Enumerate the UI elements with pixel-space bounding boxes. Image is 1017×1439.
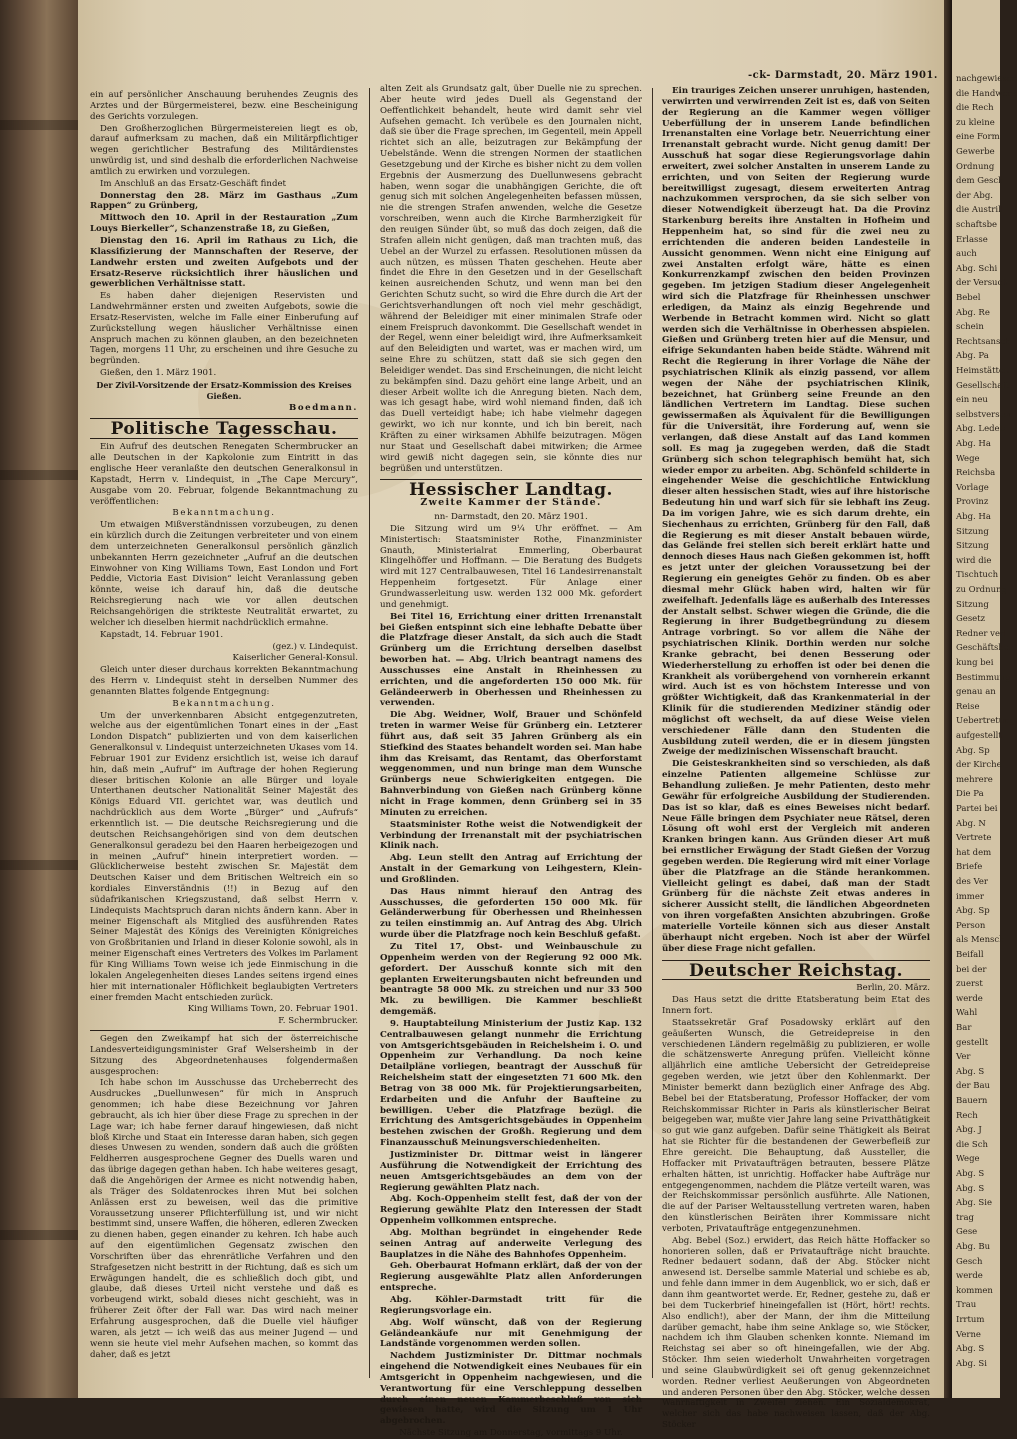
paragraph: Die Abg. Weidner, Wolf, Brauer und Schönfeld treten in warmer Weise für Grünberg ein. Letzterer führt aus, daß seit 35 Jahren Grünberg als ein Stiefkind des Staates behandelt worden sei. Man habe ihm das Kreisamt, das Rentamt, das Oberforstamt weggenommen, und nun bringe man dem Wunsche Grünbergs neue Schwierigkeiten entgegen. Die Bahnverbindung von Gießen nach Grünberg könne nicht in Frage kommen, denn Grünberg sei in 35 Minuten zu erreichen.: [380, 710, 642, 818]
adjacent-page-text-fragment: Uebertretung: [956, 716, 1016, 727]
adjacent-page-text-fragment: werde: [956, 993, 983, 1004]
paragraph: Abg. Koch-Oppenheim stellt fest, daß der von der Regierung gewählte Platz den Interessen der Stadt Oppenheim vollkommen entspreche.: [380, 1194, 642, 1227]
adjacent-page-text-fragment: die Sch: [956, 1139, 988, 1150]
adjacent-page-text-fragment: Trau: [956, 1300, 977, 1311]
adjacent-page-text-fragment: Vertrete: [956, 833, 992, 844]
paragraph: Abg. Molthan begründet in eingehender Rede seinen Antrag auf anderweite Verlegung des Bauplatzes in die Nähe des Bahnhofes Oppenheim.: [380, 1227, 642, 1260]
page-dateline: -ck- Darmstadt, 20. März 1901.: [748, 70, 938, 81]
dateline: nn- Darmstadt, den 20. März 1901.: [434, 512, 588, 523]
paragraph: Die Sitzung wird um 9¼ Uhr eröffnet. — Am Ministertisch: Staatsminister Rothe, Finanzminister Gnauth, Ministerialrat Emmerling, Oberbaurat Klingelhöffer und Hoffmann. — Die Beratung des Budgets wird mit 127 Centralbauwesen, Titel 16 Landesirrenanstalt Heppenheim fortgesetzt. Für Anlage einer Grundwasserleitung usw. werden 132 000 Mk. gefordert und genehmigt.: [380, 523, 642, 610]
classification-date: Dienstag den 16. April im Rathaus zu Lich, die Klassifizierung der Mannschaften der Reserve, der Landwehr ersten und zweiten Aufgebots und der Ersatz-Reserve rücksichtlich ihrer häuslichen und gewerblichen Verhältnisse statt.: [90, 235, 358, 290]
adjacent-page-text-fragment: schaftsbe: [956, 220, 998, 230]
paragraph: Um der unverkennbaren Absicht entgegenzutreten, welche aus der eigentümlichen Tonart eines in der „East London Dispatch“ publizierten und von dem kaiserlichen Generalkonsul v. Lindequist unterzeichneten Ukases vom 14. Februar 1901 zur Evidenz ersichtlich ist, weise ich darauf hin, daß mein „Aufruf“ im Auftrage der hohen Regierung dieser britischen Kolonie an alle Bürger und loyale Unterthanen deutscher Nationalität Seiner Majestät des Königs Eduard VII. gerichtet war, was deutlich und nachdrücklich aus dem Worte „Bürger“ und „Aufrufs“ erkenntlich ist. — Die deutsche Reichsregierung und die deutschen Reichsangehörigen sind von dem deutschen Generalkonsul geradezu bei den Haaren herbeigezogen und in meinen „Aufruf“ hinein interpretiert worden. — Glücklicherweise besteht zwischen Sr. Majestät dem Deutschen Kaiser und dem Britischen Weltreich ein so kordiales Einverständnis (!!) in Bezug auf den südafrikanischen Kriegszustand, daß selbst Herrn v. Lindequists Machtspruch daran nichts ändern kann. Aber in meiner Eigenschaft als Mitglied des ausführenden Rates Seiner Majestät des Königs des Vereinigten Königreiches von Großbritanien und Irland in dieser Kolonie sowohl, als in meiner Eigenschaft eines Vertreters des Volkes im Parlament für King Williams Town weise ich jede Einmischung in die lokalen Angelegenheiten dieses Landes seitens irgend eines hier mit internationaler Höflichkeit beglaubigten Vertreters einer fremden Macht entschieden zurück.: [90, 710, 358, 1003]
adjacent-page-text-fragment: Partei bei: [956, 804, 998, 814]
adjacent-page-text-fragment: schein: [956, 322, 984, 333]
adjacent-page-text-fragment: Gesetz: [956, 614, 986, 625]
adjacent-page-text-fragment: kommen: [956, 1285, 993, 1296]
newspaper-page: [78, 0, 944, 1439]
adjacent-page-text-fragment: Bestimmung: [956, 672, 1011, 683]
notice-date: Kapstadt, 14. Februar 1901.: [100, 629, 224, 640]
adjacent-page-text-fragment: Redner verl: [956, 628, 1007, 639]
paragraph: Justizminister Dr. Dittmar weist in längerer Ausführung die Notwendigkeit der Errichtung des neuen Amtsgerichtsgebäudes an dem von der Regierung gewählten Platz nach.: [380, 1150, 642, 1193]
adjacent-page-text-fragment: aufgestellt: [956, 731, 1002, 741]
signature-office: Der Zivil-Vorsitzende der Ersatz-Kommission des Kreises Gießen.: [96, 379, 352, 401]
adjacent-page-text-fragment: Abg. Bu: [956, 1242, 991, 1252]
adjacent-page-text-fragment: die Handwerk: [956, 88, 1017, 99]
paragraph: Die Geisteskrankheiten sind so verschieden, als daß einzelne Patienten allgemeine Schlüsse zur Behandlung zuließen. Je mehr Patienten, desto mehr Gewähr für erfolgreiche Ausbildung der Studierenden. Das ist so klar, daß es eines Beweises nicht bedarf. Neue Fälle bringen dem Psychiater neue Rätsel, deren Lösung oft wohl erst der Vergleich mit anderen Kranken bringen kann. Aus Gründen dieser Art muß bei ernstlicher Erwägung der Stadt Gießen der Vorzug gegeben werden. Die Regierung wird mit einer Vorlage über die Platzfrage an die Stände herankommen. Vielleicht gelingt es dabei, daß man der Stadt Grünberg für die nächste Zeit etwas anderes in sicherer Aussicht stellt, die ländlichen Abgeordneten von ihren vorgefaßten Ansichten abzubringen. Große materielle Vorteile können sich aus dieser Anstalt überhaupt nicht ergeben. Noch ist aber der Würfel über diese Frage nicht gefallen.: [662, 759, 930, 954]
adjacent-page-text-fragment: Sitzung: [956, 526, 989, 537]
adjacent-page-text-fragment: Gesellschaft: [956, 380, 1009, 391]
adjacent-page-text-fragment: Gese: [956, 1227, 978, 1238]
paragraph: Ich habe schon im Ausschusse das Urcheberrecht des Ausdruckes „Duellunwesen“ für mich in Anspruch genommen; ich habe diese Bezeichnung vor Jahren gebraucht, als ich hier über diese Frage zu sprechen in der Lage war; ich habe ferner darauf hingewiesen, daß nicht bloß Kirche und Staat ein Interesse daran haben, sich gegen dieses Unwesen zu wenden, sondern daß auch die größten Feldherren ausgesprochene Gegner des Duells waren und das übrige dagegen gethan haben. Ich habe weiteres gesagt, daß die Angehörigen der Armee es nicht notwendig haben, als Träger des Soldatenrockes ihren Mut bei solchen Anlässen erst zu beweisen, weil das die primitive Voraussetzung unserer Pflichterfüllung ist, und wir nicht bestimmt sind, unsere Waffen, die höheren, edleren Zwecken zu dienen haben, gegen einander zu kehren. Ich habe auch auf den eigentümlichen Gegensatz zwischen den Vorschriften über das ehrenrätliche Verfahren und den Strafgesetzen nicht bestritt in der Richtung, daß es sich um Erwägungen handelt, die es schließlich doch gibt, und glaube, daß dieses Urteil nicht verstehe und daß es vorbeugend wirkt, sobald dieses nicht geschieht, was in früherer Zeit öfter der Fall war. Das wird nach meiner Erfahrung ausgesprochen, daß die Duelle viel häufiger waren, als jetzt — ich weiß das aus meiner Jugend — und wenn sie heute viel mehr Aufsehen machen, so kommt das daher, daß es jetzt: [90, 1078, 358, 1360]
adjacent-page-text-fragment: Abg. Schi: [956, 263, 998, 274]
adjacent-page-text-fragment: Bar: [956, 1023, 972, 1033]
adjacent-page-text-fragment: Abg. Ledeb: [956, 424, 1006, 435]
adjacent-page-text-fragment: Wege: [956, 453, 980, 464]
adjacent-page-text-fragment: Ver: [956, 1052, 971, 1063]
adjacent-page-text-fragment: Abg. S: [956, 1344, 985, 1355]
adjacent-page-text-fragment: bei der: [956, 964, 987, 975]
adjacent-page-text-fragment: Rechtsansch: [956, 336, 1011, 347]
classification-date: Donnerstag den 28. März im Gasthaus „Zum Rappen“ zu Grünberg,: [90, 190, 358, 212]
column-2: [380, 84, 642, 1439]
adjacent-page-text-fragment: Abg. S: [956, 1169, 985, 1179]
adjacent-page-text-fragment: nachgewiesen: [956, 74, 1017, 84]
adjacent-page-text-fragment: Sitzung: [956, 541, 989, 552]
adjacent-page-text-fragment: Bebel: [956, 293, 981, 303]
paragraph: Das Haus setzt die dritte Etatsberatung beim Etat des Innern fort.: [662, 995, 930, 1017]
adjacent-page-text-fragment: der Kirche: [956, 760, 1002, 771]
paragraph: Es haben daher diejenigen Reservisten und Landwehrmänner ersten und zweiten Aufgebots, sowie die Ersatz-Reservisten, welche im Falle einer Einberufung auf Zurückstellung wegen häuslicher Verhältnisse einen Anspruch machen zu können glauben, an den bezeichneten Tagen, morgens 11 Uhr, zu erscheinen und ihre Gesuche zu begründen.: [90, 291, 358, 367]
section-divider: [90, 1030, 358, 1031]
adjacent-page-text-fragment: als Mensch: [956, 935, 1005, 946]
adjacent-page-text-fragment: Geschäftsber: [956, 643, 1013, 654]
column-3: [662, 86, 930, 1431]
paragraph: Zu Titel 17, Obst- und Weinbauschule zu Oppenheim werden von der Regierung 92 000 Mk. gefordert. Der Ausschuß konnte sich mit den geplanten Erweiterungsbauten nicht befreunden und beantragte 58 000 Mk. zu streichen und nur 33 500 Mk. zu bewilligen. Die Kammer beschließt demgemäß.: [380, 941, 642, 1018]
adjacent-page-text-fragment: Wahl: [956, 1008, 978, 1019]
adjacent-page-text-fragment: Abg. Pa: [956, 351, 989, 362]
adjacent-page-text-fragment: Verne: [956, 1329, 981, 1340]
column-rule: [652, 88, 653, 1378]
adjacent-page-text-fragment: Tischtuch: [956, 570, 999, 581]
next-session-note: Nächste Sitzung am Donnerstag, vormittags 9 Uhr.: [399, 1428, 623, 1439]
adjacent-page-text-fragment: zu Ordnung: [956, 585, 1007, 595]
notice-signature: F. Schermbrucker.: [278, 1016, 358, 1027]
adjacent-page-text-fragment: Gewerbe: [956, 147, 995, 157]
paragraph: Abg. Leun stellt den Antrag auf Errichtung der Anstalt in der Gemarkung von Leihgestern, Klein- und Großlinden.: [380, 853, 642, 885]
adjacent-page-edge: [952, 0, 1017, 1398]
adjacent-page-text-fragment: Abg. Ha: [956, 439, 991, 449]
section-heading: Politische Tagesschau.: [110, 419, 338, 440]
adjacent-page-text-fragment: dem Gesch: [956, 176, 1004, 187]
adjacent-page-text-fragment: Gesch: [956, 1256, 983, 1267]
paragraph: Staatsminister Rothe weist die Notwendigkeit der Verbindung der Irrenanstalt mit der psychiatrischen Klinik nach.: [380, 819, 642, 852]
adjacent-page-text-fragment: Vorlage: [956, 482, 989, 493]
adjacent-page-text-fragment: Abg. Sp: [956, 906, 990, 917]
adjacent-page-text-fragment: Abg. Si: [956, 1358, 987, 1369]
adjacent-page-text-fragment: immer: [956, 891, 984, 902]
adjacent-page-text-fragment: Irrtum: [956, 1315, 985, 1325]
paragraph: Abg. Bebel (Soz.) erwidert, das Reich hätte Hoffacker so honorieren sollen, daß er Privataufträge nicht brauchte. Redner bedauert sodann, daß der Abg. Stöcker nicht anwesend ist. Derselbe sammle Material und schiebe es ab, und fehle dann immer in dem Augenblick, wo er sich, daß er dann ihm geantwortet werde. Er, Redner, gestehe zu, daß er bei dem Tuckerbrief hineingefallen ist (Hört, hört! rechts. Also endlich!), aber der Mann, der ihm die Mitteilung darüber gemacht, habe ihm seine Anklage so, wie Stöcker, nachdem ich ihm Glauben schenken konnte. Niemand im Reichstag sei aber so oft hineingefallen, wie der Abg. Stöcker. Ihm seien wiederholt Unwahrheiten vorgetragen und seine Glaubwürdigkeit sei oft genug gekennzeichnet worden. Redner verliest Aeußerungen von Abgeordneten und anderen Personen über den Abg. Stöcker, welche dessen Wahrhaftigkeit in Zweifel ziehen. Ein Sozialdemokrat, welcher sich das habe nachweisen lassen, daß der Abg. Stöcker: [662, 1235, 930, 1431]
adjacent-page-text-fragment: Abg. Re: [956, 307, 990, 318]
adjacent-page-text-fragment: der Abg.: [956, 190, 993, 201]
adjacent-page-text-fragment: der Bau: [956, 1081, 991, 1092]
adjacent-page-text-fragment: die Rech: [956, 103, 994, 114]
adjacent-page-text-fragment: kung bei: [956, 658, 994, 668]
adjacent-page-text-fragment: Reise: [956, 701, 980, 712]
paragraph: Ein trauriges Zeichen unserer unruhigen, hastenden, verwirrten und verwirrenden Zeit ist es, daß von Seiten der Regierung an die Kammer wegen völliger Ueberfüllung der in unserem Lande befindlichen Irrenanstalten eine Vorlage betr. Neuerrichtung einer Irrenanstalt gebracht wurde. Nicht genug damit! Der Ausschuß hat sogar diese Regierungsvorlage dahin erweitert, zwei solcher Anstalten in unserem Lande zu errichten, und von Seiten der Regierung wurde bereitwilligst zugesagt, diesem erweiterten Antrag nachzukommen versprochen, da sie sich selber von dieser Notwendigkeit überzeugt hat. Da die Provinz Starkenburg bereits ihre Anstalten in Hofheim und Heppenheim hat, so sind für die zwei neu zu errichtenden die anderen beiden Landesteile in Aussicht genommen. Wenn nicht eine Einigung auf zwei Anstalten erfolgt wäre, hätte es einen Konkurrenzkampf zwischen den beiden Provinzen gegeben. Im jetzigen Stadium dieser Angelegenheit wird sich die Platzfrage für Rheinhessen unschwer erledigen, da Mainz als einzig Begehrende und Werbende in Betracht kommen wird. Nicht so glatt werden sich die Verhältnisse in Oberhessen abspielen. Gießen und Grünberg treten hier auf die Mensur, und eifrige Sekundanten haben beide Städte. Während mit Recht die Regierung in ihrer Vorlage die Nähe der psychiatrischen Klinik als einzig passend, vor allem wegen der Nähe der psychiatrischen Klinik, bezeichnet, hat Grünberg seine Freunde an den ländlichen Vertretern im Landtag. Diese suchen gewissermaßen als Äquivalent für die Bewilligungen für die Universität, ihre Forderung auf, wenn sie verlangen, daß diese Anstalt auf das Land kommen soll. Es mag ja zugegeben werden, daß die Stadt Grünberg sich schon telegraphisch bemüht hat, sich wieder empor zu arbeiten. Abg. Schönfeld schilderte in eingehender Weise die geschichtliche Entwicklung dieser alten hessischen Stadt, wies auf ihre historische Bedeutung hin und warf sich für sie lebhaft ins Zeug. Da im vorigen Jahre, wie es sich darum drehte, ein Siechenhaus zu errichten, Grünberg für den Fall, daß die Regierung es mit dieser Anstalt bebauen würde, das Gelände frei stellen sich bereit erklärt hatte und dennoch dieses Haus nach Gießen gekommen ist, hofft es jetzt unter der gleichen Voraussetzung bei der Regierung ein geneigtes Gehör zu finden. Ob es aber diesmal mehr Glück haben wird, halten wir für zweifelhaft. Jedenfalls läge es außerhalb des Interesses der Anstalt selbst. Schwer wiegen die Gründe, die die Regierung in ihrer Budgetbegründung zu diesem Antrage vorbringt. So vor allem die Nähe der psychiatrischen Klinik. Dorthin werden nur solche Kranke gebracht, bei denen Besserung oder Wiederherstellung zu erhoffen ist oder bei denen die Krankheit als vorübergehend von vornherein erkannt wird. Auch ist es von höchstem Interesse und von größter Wichtigkeit, daß das Krankenmaterial in der Klinik für die studierenden Mediziner ständig oder möglichst oft wechselt, da auf diese Weise vielen verschiedener Fälle dann den Studenten die Ausbildung zuteil werden, die er in diesem jüngsten Zweige der medizinischen Wissenschaft braucht.: [662, 86, 930, 758]
paragraph: Abg. Köhler-Darmstadt tritt für die Regierungsvorlage ein.: [380, 1294, 642, 1316]
paragraph: Das Haus nimmt hierauf den Antrag des Ausschusses, die geforderten 150 000 Mk. für Geländerwerbung für Oberhessen und Rheinhessen zu teilen einstimmig an. Auf Antrag des Abg. Ulrich wurde über die Platzfrage noch kein Beschluß gefaßt.: [380, 886, 642, 941]
signature-place: Gießen, den 1. März 1901.: [100, 368, 217, 379]
adjacent-page-text-fragment: Erlasse: [956, 234, 988, 245]
adjacent-page-text-fragment: Heimstätten: [956, 366, 1010, 376]
adjacent-page-text-fragment: selbstverstan: [956, 409, 1014, 420]
classification-date: Mittwoch den 10. April in der Restauration „Zum Louys Bierkeller“, Schanzenstraße 18, zu Gießen,: [90, 213, 358, 235]
paragraph: Geh. Oberbaurat Hofmann erklärt, daß der von der Regierung ausgewählte Platz allen Anforderungen entspreche.: [380, 1261, 642, 1294]
adjacent-page-text-fragment: trag: [956, 1212, 974, 1223]
adjacent-page-text-fragment: Wege: [956, 1154, 980, 1165]
adjacent-page-text-fragment: Die Pa: [956, 789, 984, 800]
adjacent-page-text-fragment: mehrere: [956, 774, 993, 785]
adjacent-page-text-fragment: zu kleine: [956, 117, 995, 128]
adjacent-page-text-fragment: Abg. Sp: [956, 745, 990, 756]
notice-date: King Williams Town, 20. Februar 1901.: [187, 1004, 358, 1015]
adjacent-page-text-fragment: genau an: [956, 687, 996, 698]
section-heading: Hessischer Landtag.: [409, 480, 613, 501]
adjacent-page-text-fragment: wird die: [956, 555, 992, 566]
adjacent-page-text-fragment: Person: [956, 920, 986, 931]
adjacent-page-text-fragment: auch: [956, 249, 977, 260]
adjacent-page-text-fragment: eine Form: [956, 132, 1000, 143]
paragraph: Ein Aufruf des deutschen Renegaten Schermbrucker an alle Deutschen in der Kapkolonie zum Eintritt in das englische Heer veranlaßte den deutschen Generalkonsul in Kapstadt, Herrn v. Lindequist, in „The Cape Mercury“, Ausgabe vom 20. Februar, folgende Bekanntmachung zu veröffentlichen:: [90, 442, 358, 507]
notice-title: Bekanntmachung.: [172, 698, 276, 709]
adjacent-page-text-fragment: Briefe: [956, 862, 983, 873]
adjacent-page-text-fragment: des Ver: [956, 877, 988, 887]
adjacent-page-text-fragment: Abg. S: [956, 1183, 985, 1194]
page-gutter: [944, 0, 952, 1398]
adjacent-page-text-fragment: Beifall: [956, 950, 984, 960]
signature-name: Boedmann.: [288, 402, 358, 413]
adjacent-page-text-fragment: Abg. J: [956, 1125, 982, 1136]
adjacent-page-text-fragment: der Versuch: [956, 278, 1008, 289]
adjacent-page-text-fragment: Provinz: [956, 497, 989, 508]
paragraph: Staatssekretär Graf Posadowsky erklärt auf den geäußerten Wunsch, die Getreidepreise in den verschiedenen Ländern regelmäßig zu publizieren, er wolle die schätzenswerte Anregung prüfen. Vielleicht könne alljährlich eine amtliche Uebersicht der Getreidepreise gegeben werden, wie jetzt über den Kohlenmarkt. Der Minister bemerkt dann bezüglich einer Anfrage des Abg. Bebel bei der Etatsberatung, Professor Hoffacker, der vom Reichskommissar Richter in Paris als künstlerischer Beirat beigegeben war, mußte vier Jahre lang seine Privatthätigkeit so gut wie ganz aufgeben. Dafür seine Thätigkeit als Beirat hat sie Richter für die bestandenen der Gewerbefleiß zur Ehre gereicht. Die Behauptung, daß Aussteller, die Hoffacker mit Privataufträgen betrauten, bessere Plätze erhalten hätten, ist unrichtig. Hoffacker habe Aufträge nur entgegengenommen, nachdem die Plätze verteilt waren, was der Reichskommissar persönlich ausführte. Alle Nationen, die auf der Pariser Weltausstellung vertreten waren, haben den künstlerischen Beiräten ihrer Kommissare nicht verboten, Privataufträge entgegenzunehmen.: [662, 1017, 930, 1234]
adjacent-page-text-fragment: werde: [956, 1271, 983, 1282]
section-heading: Deutscher Reichstag.: [688, 960, 904, 981]
section-subheading: Zweite Kammer der Stände.: [420, 497, 602, 509]
adjacent-page-text-fragment: Abg. Sie: [956, 1198, 992, 1209]
column-1: [90, 90, 358, 1380]
adjacent-page-text-fragment: ein neu: [956, 395, 988, 406]
dateline: Berlin, 20. März.: [856, 983, 930, 994]
paragraph: Nachdem Justizminister Dr. Dittmar nochmals eingehend die Notwendigkeit eines Neubaues für ein Amtsgericht in Oppenheim nachgewiesen, und die Verantwortung für eine Verschleppung desselben durch einen neuen Kammerbeschluß von sich gewiesen hatte, wird die Sitzung um 1 Uhr abgebrochen.: [380, 1351, 642, 1427]
adjacent-page-text-fragment: Abg. Ha: [956, 512, 991, 522]
adjacent-page-text-fragment: zuerst: [956, 979, 983, 990]
paragraph: 9. Hauptabteilung Ministerium der Justiz Kap. 132 Centralbauwesen gelangt nunmehr die Errichtung von Amtsgerichtsgebäuden in Reichelsheim i. O. und Oppenheim zur Verhandlung. Da noch keine Detailpläne vorliegen, beantragt der Ausschuß für Reichelsheim statt der eingesetzten 71 600 Mk. den Betrag von 38 000 Mk. für Projektierungsarbeiten, Erdarbeiten und die Anfuhr der Baufteine zu bewilligen. Ueber die Platzfrage bezügl. die Errichtung des Amtsgerichtsgebäudes in Oppenheim bestehen zwischen der Großh. Regierung und dem Finanzausschuß Meinungsverschiedenheiten.: [380, 1018, 642, 1149]
column-rule: [369, 88, 370, 1378]
notice-signature-title: Kaiserlicher General-Konsul.: [232, 653, 358, 664]
adjacent-page-text-fragment: die Austrill: [956, 205, 1004, 216]
adjacent-page-text-fragment: Ordnung: [956, 161, 995, 172]
paragraph: Gleich unter dieser durchaus korrekten Bekanntmachung des Herrn v. Lindequist steht in derselben Nummer des genannten Blattes folgende Entgegnung:: [90, 665, 358, 697]
book-spine: [0, 0, 78, 1398]
notice-signature: (gez.) v. Lindequist.: [272, 641, 358, 652]
paragraph: Abg. Wolf wünscht, daß von der Regierung Geländeankäufe nur mit Genehmigung der Landstände vorgenommen werden sollen.: [380, 1317, 642, 1350]
paragraph: alten Zeit als Grundsatz galt, über Duelle nie zu sprechen. Aber heute wird jedes Duell als Gegenstand der Oeffentlichkeit behandelt, heute wird damit sehr viel Aufsehen gemacht. Ich verübele es den Journalen nicht, daß sie über die Frage sprechen, im Gegenteil, mein Appell richtet sich an alle, beizutragen zur Bekämpfung der Uebelstände. Wenn die strengen Normen der staatlichen Gesetzgebung und der Kirche es bisher nicht zu dem vollen Ergebnis der Ausmerzung des Duellunwesens gebracht haben, wenn sogar die unabhängigen Gerichte, die oft genug sich mit solchen Angelegenheiten befassen müssen, nie die strengen Strafen anwenden, welche die Gesetze vorschreiben, wenn auch die Kirche Barmherzigkeit für den reuigen Sünder übt, so muß das doch zeigen, daß die Strafen allein nicht genügen, daß man trachten muß, das Uebel an der Wurzel zu erfassen. Resolutionen müssen da auch nützen, es müssen Thaten geschehen. Heute aber findet die Ehre in den Gesetzen und in der Gesellschaft keinen ausreichenden Schutz, und wenn man bei den Gerichten Schutz sucht, so wird die Ehre durch die Art der Gerichtsverhandlungen oft noch viel mehr geschädigt, während der Beleidiger mit einer minimalen Strafe oder einem Freispruch davonkommt. Die Gesellschaft wendet in der Regel, wenn einer beleidigt wird, ihre Aufmerksamkeit auf den Beleidigten und wartet, was er machen wird, um seine Ehre zu schützen, statt daß sie sich gegen den Beleidiger wendet. Das sind Erscheinungen, die nicht leicht zu bekämpfen sind. Dazu gehört eine lange Arbeit, und an dieser Arbeit wollte ich die Anregung bieten. Nach dem, was ich gesagt habe, wird wohl niemand finden, daß ich das Duell verteidigt habe; ich habe vielmehr dagegen gewirkt, wo ich nur konnte, und ich bin bereit, nach Kräften zu einer wirksamen Abhilfe beizutragen. Mögen nur Staat und Gesellschaft dabei mitwirken; die Armee wird gewiß nicht dagegen sein, sie könnte dies nur begrüßen und unterstützen.: [380, 84, 642, 474]
adjacent-page-text-fragment: hat dem: [956, 847, 992, 858]
paragraph: Gegen den Zweikampf hat sich der österreichische Landesverteidigungsminister Graf Welsersheimb in der Sitzung des Abgeordnetenhauses folgendermaßen ausgesprochen:: [90, 1034, 358, 1077]
paragraph: Um etwaigen Mißverständnissen vorzubeugen, zu denen ein kürzlich durch die Zeitungen verbreiteter und von einem dem unterzeichneten Generalkonsul persönlich gänzlich unbekannten Herrn gezeichneter „Aufruf an die deutschen Einwohner von King Williams Town, East London und Fort Peddie, Victoria East Division“ leicht Veranlassung geben könnte, weise ich darauf hin, daß die deutsche Reichsregierung nach wie vor allen deutschen Reichsangehörigen die strikteste Neutralität erwartet, zu welcher ich dieselben hiermit nachdrücklich ermahne.: [90, 520, 358, 628]
adjacent-page-text-fragment: Sitzung: [956, 599, 989, 610]
notice-title: Bekanntmachung.: [172, 508, 276, 519]
adjacent-page-text-fragment: Rech: [956, 1110, 978, 1121]
paragraph: Bei Titel 16, Errichtung einer dritten Irrenanstalt bei Gießen entspinnt sich eine lebhafte Debatte über die Platzfrage dieser Anstalt, da sich auch die Stadt Grünberg um die Errichtung derselben daselbst beworben hat. — Abg. Ulrich beantragt namens des Ausschusses eine Anstalt in Rheinhessen zu errichten, und die angeforderten 150 000 Mk. für Geländeerwerb in Oberhessen und Rheinhessen zu verwenden.: [380, 611, 642, 709]
adjacent-page-text-fragment: gestellt: [956, 1037, 989, 1048]
adjacent-page-text-fragment: Bauern: [956, 1096, 988, 1106]
adjacent-page-text-fragment: Abg. S: [956, 1066, 985, 1077]
paragraph: ein auf persönlicher Anschauung beruhendes Zeugnis des Arztes und der Bürgermeisterei, bezw. eine Bescheinigung des Gerichts vorzulegen.: [90, 90, 358, 122]
adjacent-page-text-fragment: Reichsba: [956, 468, 996, 479]
paragraph: Den Großherzoglichen Bürgermeistereien liegt es ob, darauf aufmerksam zu machen, daß ein Militärpflichtiger wegen gerichtlicher Bestrafung des Militärdienstes unwürdig ist, und sind deshalb die erforderlichen Nachweise amtlich zu erwirken und vorzulegen.: [90, 123, 358, 177]
paragraph: Im Anschluß an das Ersatz-Geschäft findet: [100, 178, 286, 189]
adjacent-page-text-fragment: Abg. N: [956, 818, 986, 829]
